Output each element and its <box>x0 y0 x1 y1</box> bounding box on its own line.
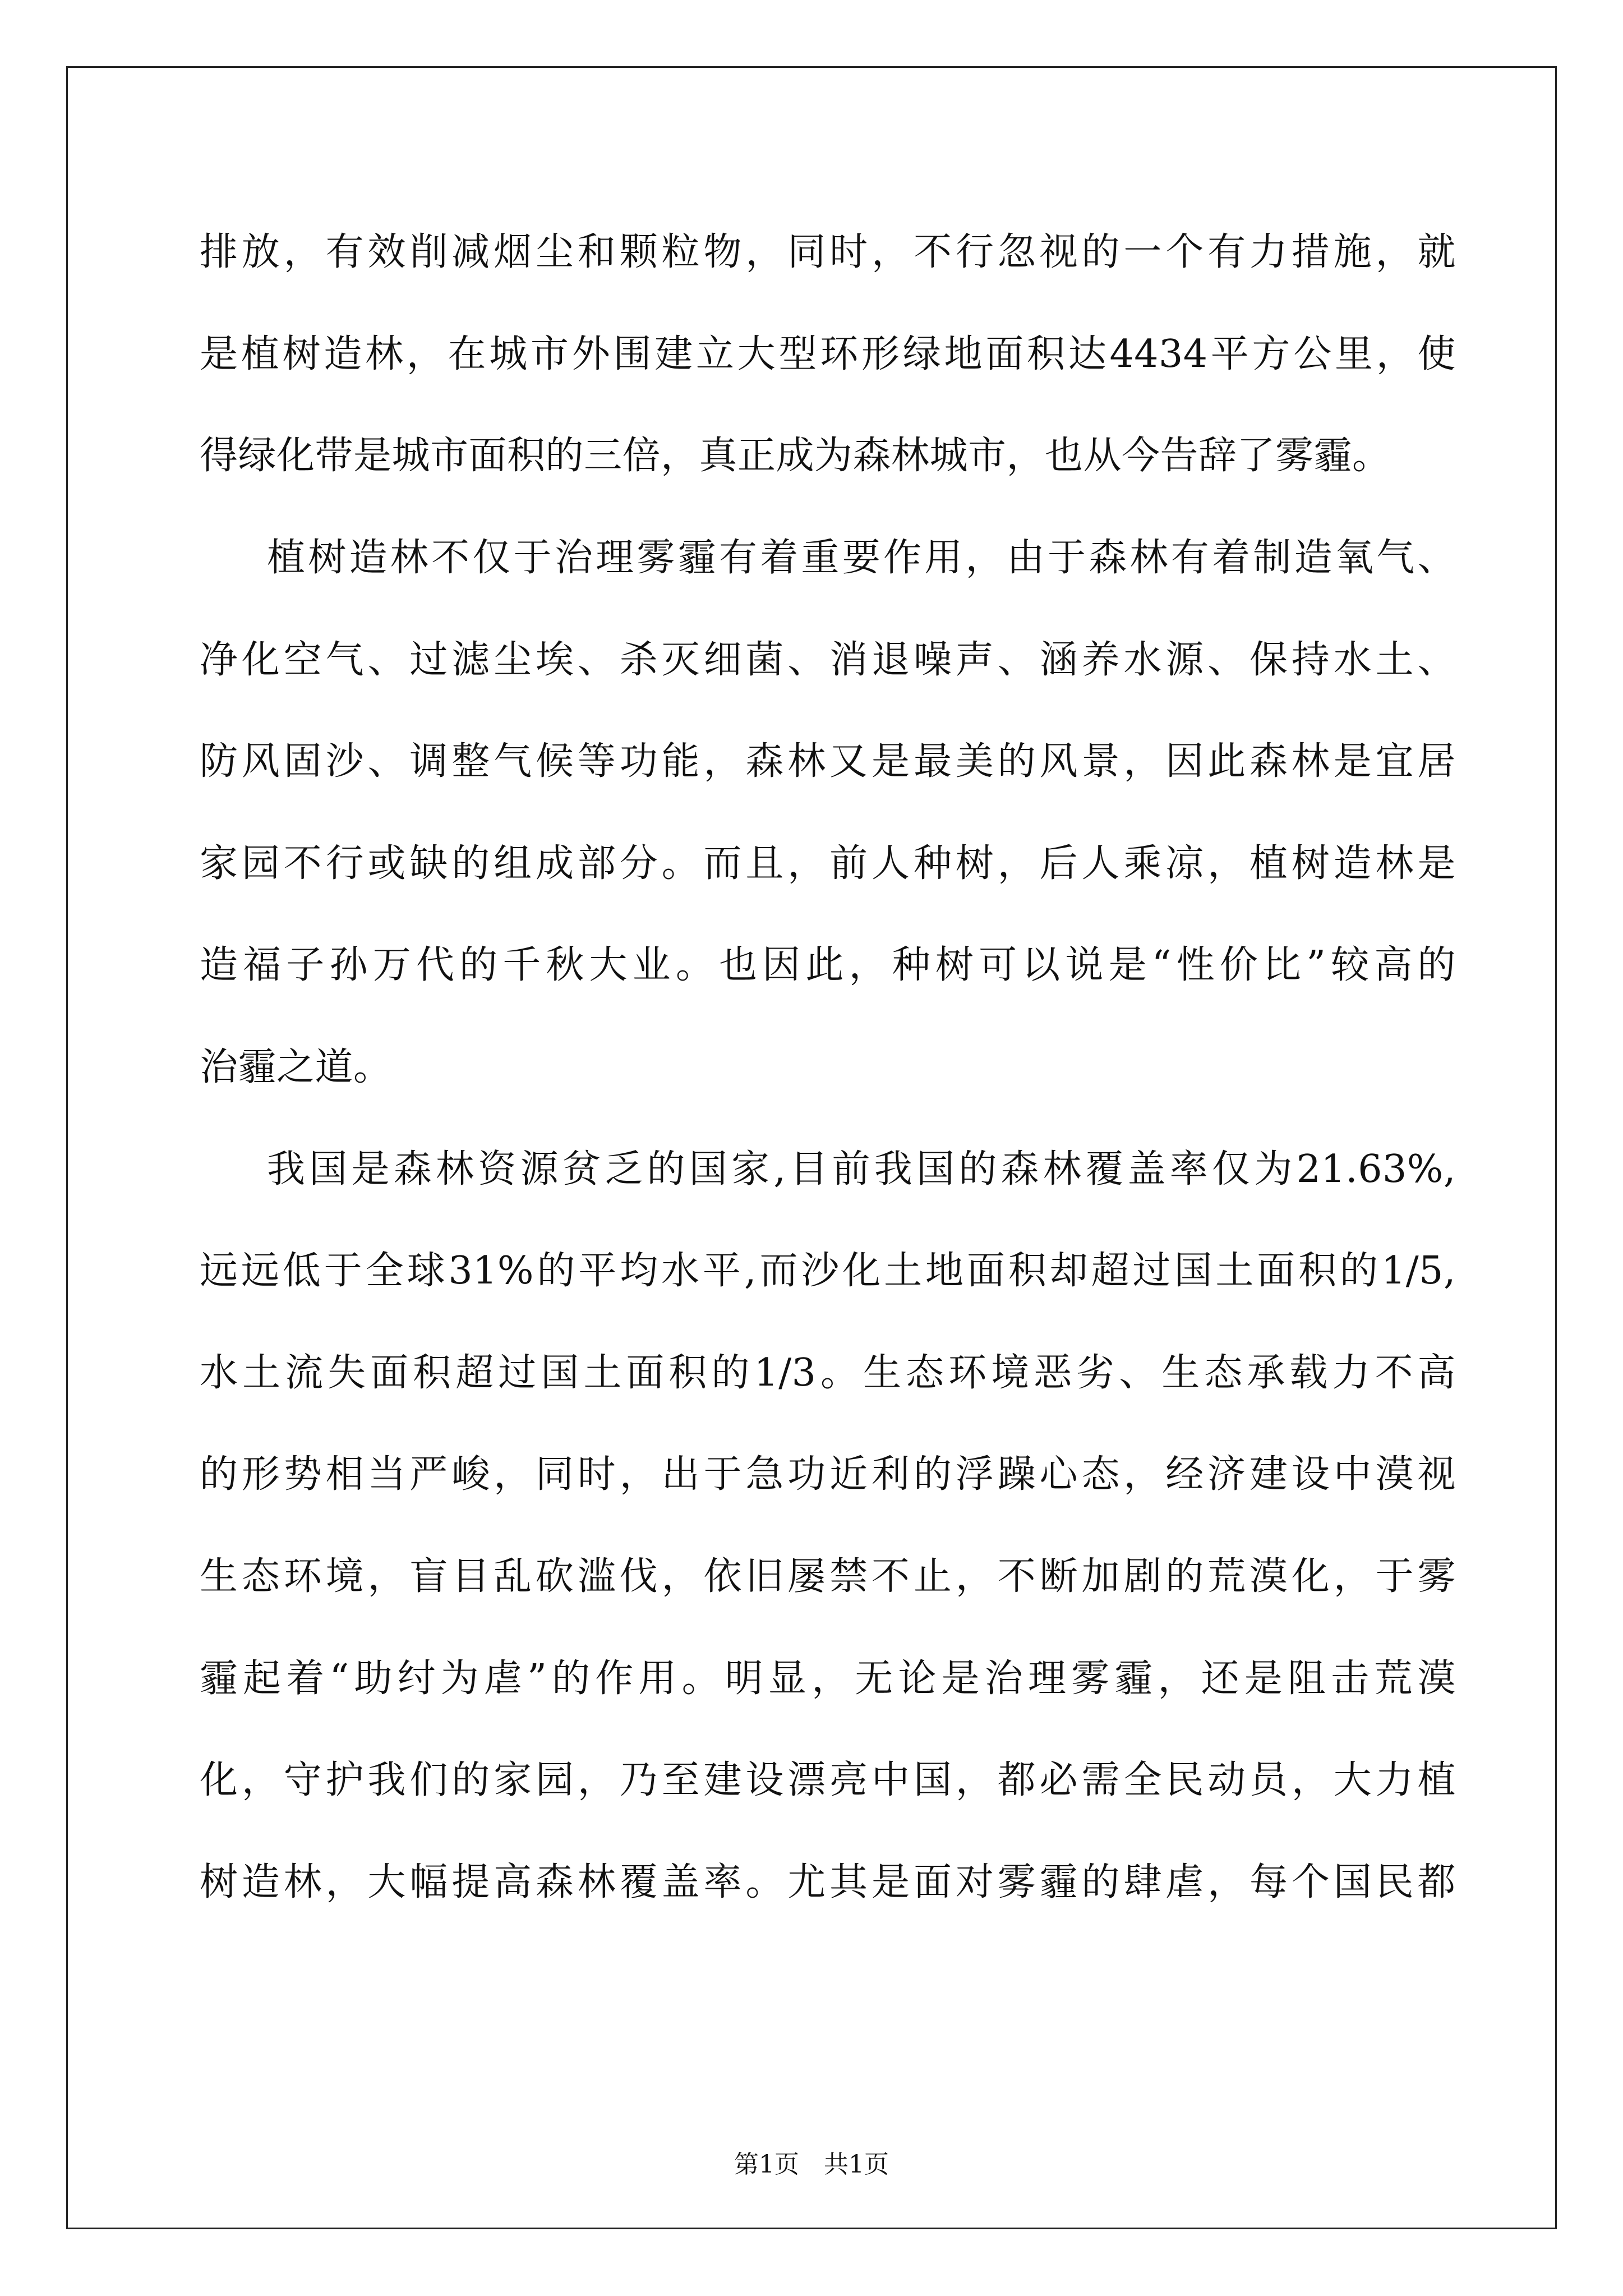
paragraph-line: 排放，有效削减烟尘和颗粒物，同时，不行忽视的一个有力措施，就 <box>200 230 1456 274</box>
paragraph-line: 的形势相当严峻，同时，出于急功近利的浮躁心态，经济建设中漠视 <box>200 1452 1456 1497</box>
page-footer <box>0 2144 1623 2180</box>
paragraph-line: 植树造林不仅于治理雾霾有着重要作用，由于森林有着制造氧气、 <box>267 536 1456 580</box>
paragraph-line: 得绿化带是城市面积的三倍，真正成为森林城市，也从今告辞了雾霾。 <box>200 434 1391 478</box>
page-number: 第1页 <box>734 2150 799 2179</box>
paragraph-line: 防风固沙、调整气候等功能，森林又是最美的风景，因此森林是宜居 <box>200 739 1456 784</box>
paragraph-line: 造福子孙万代的千秋大业。也因此，种树可以说是“性价比”较高的 <box>200 943 1456 987</box>
paragraph-line: 远远低于全球31%的平均水平,而沙化土地面积却超过国土面积的1/5, <box>200 1249 1456 1293</box>
paragraph-line: 霾起着“助纣为虐”的作用。明显，无论是治理雾霾，还是阻击荒漠 <box>200 1657 1456 1701</box>
paragraph-line: 树造林，大幅提高森林覆盖率。尤其是面对雾霾的肆虐，每个国民都 <box>200 1860 1456 1904</box>
paragraph-line: 家园不行或缺的组成部分。而且，前人种树，后人乘凉，植树造林是 <box>200 841 1456 886</box>
paragraph-line: 我国是森林资源贫乏的国家,目前我国的森林覆盖率仅为21.63%, <box>267 1147 1456 1191</box>
paragraph-line: 生态环境，盲目乱砍滥伐，依旧屡禁不止，不断加剧的荒漠化，于雾 <box>200 1554 1456 1599</box>
paragraph-line: 治霾之道。 <box>200 1045 392 1089</box>
page-total: 共1页 <box>824 2150 889 2179</box>
paragraph-line: 净化空气、过滤尘埃、杀灭细菌、消退噪声、涵养水源、保持水土、 <box>200 638 1456 682</box>
paragraph-line: 是植树造林，在城市外围建立大型环形绿地面积达4434平方公里，使 <box>200 332 1456 376</box>
paragraph-line: 水土流失面积超过国土面积的1/3。生态环境恶劣、生态承载力不高 <box>200 1351 1456 1395</box>
paragraph-line: 化，守护我们的家园，乃至建设漂亮中国，都必需全民动员，大力植 <box>200 1758 1456 1802</box>
